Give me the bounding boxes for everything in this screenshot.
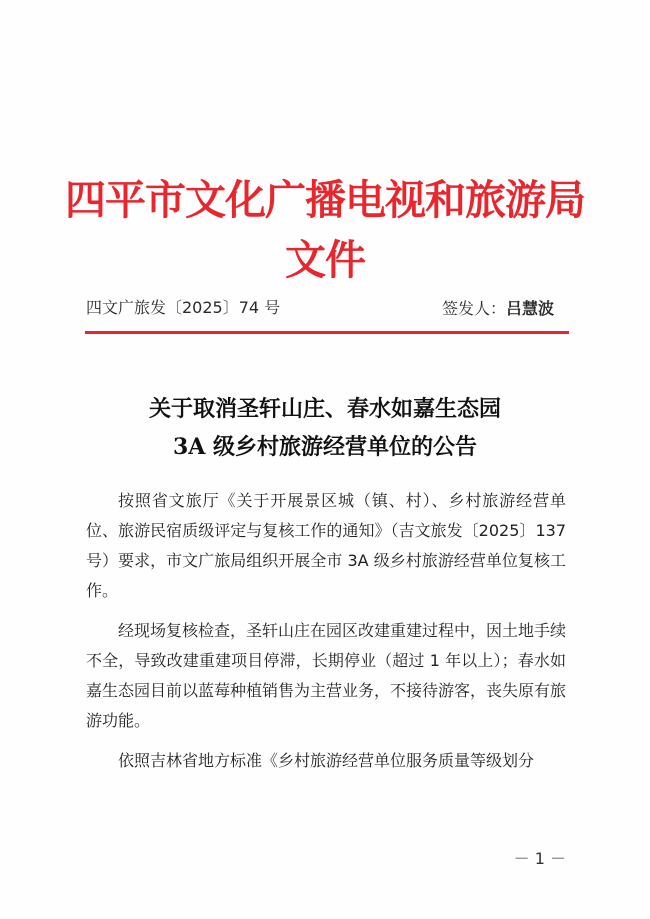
signer [442, 296, 554, 319]
title-line-1: 关于取消圣轩山庄、春水如嘉生态园 [148, 396, 501, 422]
body-paragraph-3: 依照吉林省地方标准《乡村旅游经营单位服务质量等级划分 [118, 751, 535, 770]
document-title [60, 390, 590, 466]
red-divider-line [85, 331, 569, 334]
body-text [86, 486, 566, 786]
signer-label: 签发人： [441, 299, 506, 318]
signer-name: 吕慧波 [505, 299, 554, 318]
document-number: 四文广旅发〔2025〕74 号 [86, 298, 281, 317]
body-paragraph-2: 经现场复核检查，圣轩山庄在园区改建重建过程中，因土地手续不全，导致改建重建项目停滞，长期停业（超过 1 年以上）；春水如嘉生态园目前以蓝莓种植销售为主营业务，不接待游客，丧失原有旅游功能。 [86, 621, 567, 730]
title-line-2: 3A 级乡村旅游经营单位的公告 [172, 434, 478, 460]
masthead-title: 四平市文化广播电视和旅游局文件 [65, 176, 585, 284]
page-number: － 1 － [513, 849, 566, 868]
body-paragraph-1: 按照省文旅厅《关于开展景区城（镇、村）、乡村旅游经营单位、旅游民宿质级评定与复核工作的通知》（吉文旅发〔2025〕137 号）要求，市文广旅局组织开展全市 3A 级乡村旅游经营单位复核工作。 [86, 491, 566, 600]
